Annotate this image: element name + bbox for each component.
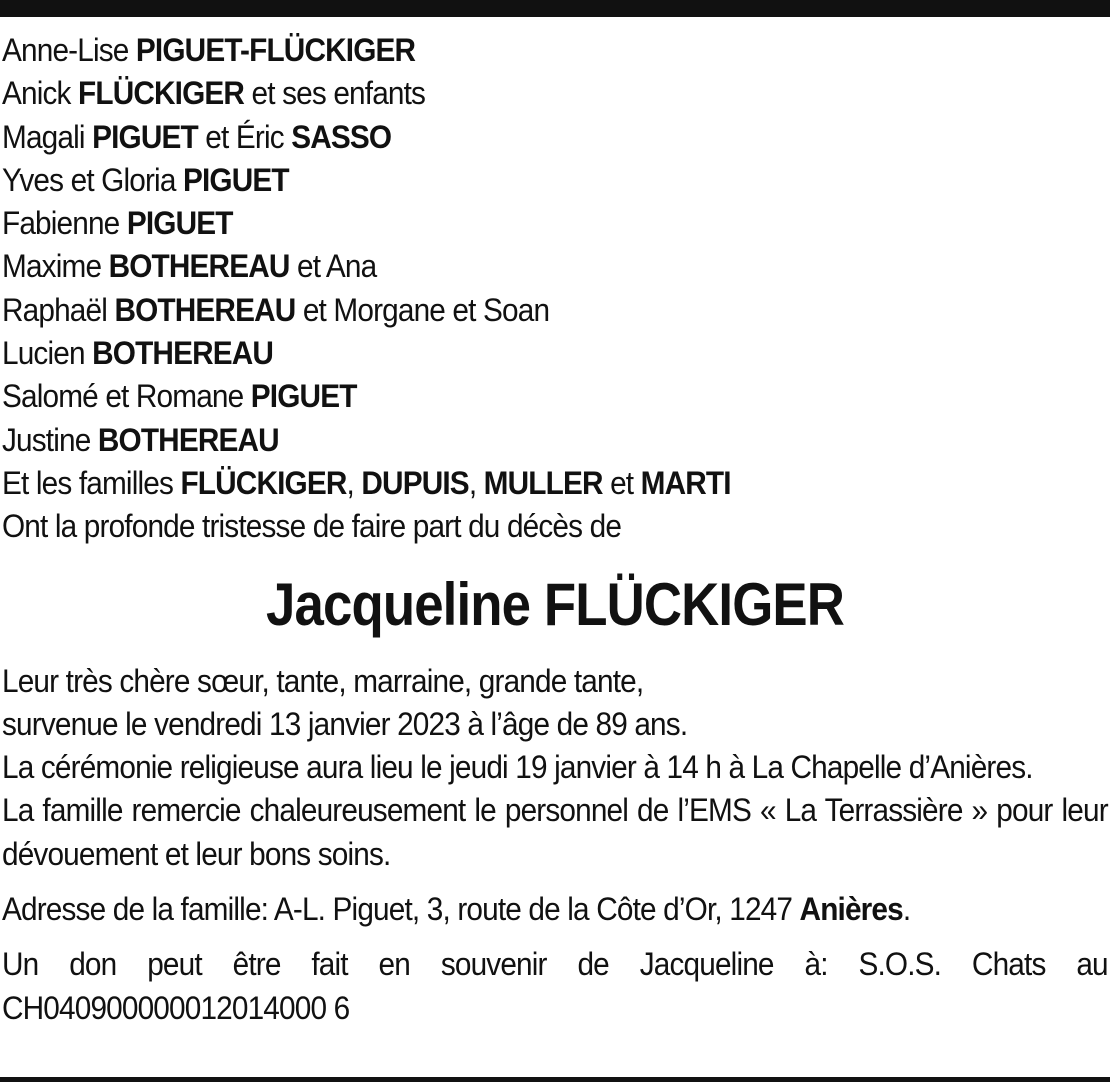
family-last-name: PIGUET-FLÜCKIGER — [135, 32, 416, 68]
family-surname: MARTI — [640, 464, 731, 501]
family-last-name: PIGUET — [250, 378, 357, 415]
family-last-name: PIGUET — [182, 161, 289, 198]
notice-body — [2, 660, 1108, 1030]
family-last-name: BOTHEREAU — [114, 291, 296, 328]
family-line — [2, 245, 1031, 288]
family-rest: et Morgane et Soan — [295, 291, 550, 328]
address-end: . — [902, 891, 911, 928]
family-last-name: PIGUET — [126, 205, 233, 242]
family-line — [2, 289, 1031, 332]
family-rest: et ses enfants — [244, 75, 426, 112]
announcement-line: Ont la profonde tristesse de faire part du décès de — [2, 508, 622, 545]
family-surname: FLÜCKIGER — [180, 464, 347, 501]
relation-line: Leur très chère sœur, tante, marraine, grande tante, — [2, 662, 644, 699]
family-last-name: SASSO — [291, 118, 392, 155]
address-text: Adresse de la famille: A-L. Piguet, 3, route de la Côte d’Or, 1247 — [2, 891, 800, 928]
family-last-name: BOTHEREAU — [92, 335, 274, 372]
relation-line: survenue le vendredi 13 janvier 2023 à l’âge de 89 ans. — [2, 705, 688, 742]
family-last-name: BOTHEREAU — [97, 421, 279, 458]
family-first-name: Justine — [2, 421, 98, 458]
family-address — [2, 888, 1108, 931]
family-last-name: BOTHEREAU — [108, 248, 290, 285]
family-line — [2, 419, 1031, 462]
family-last-name: PIGUET — [92, 118, 198, 155]
donation-paragraph: Un don peut être fait en souvenir de Jacqueline à: S.O.S. Chats au CH040900000012014000 6 — [2, 946, 1108, 1026]
family-first-name: Raphaël — [2, 291, 115, 328]
family-line — [2, 375, 1031, 418]
family-line — [2, 116, 1031, 159]
family-surname: MULLER — [483, 464, 603, 501]
family-list — [2, 29, 1108, 549]
ceremony-paragraph: La cérémonie religieuse aura lieu le jeudi 19 janvier à 14 h à La Chapelle d’Anières. — [2, 749, 1033, 786]
separator: , — [346, 464, 362, 501]
family-rest: et Éric — [197, 118, 292, 155]
family-first-name: Anne-Lise — [2, 32, 136, 68]
address-city: Anières — [799, 891, 903, 928]
family-first-name: Salomé et Romane — [2, 378, 251, 415]
separator: , — [468, 464, 484, 501]
family-last-name: FLÜCKIGER — [78, 75, 245, 112]
separator: et — [602, 464, 641, 501]
family-line — [2, 332, 1031, 375]
family-first-name: Yves et Gloria — [2, 161, 183, 198]
family-first-name: Magali — [2, 118, 93, 155]
family-line — [2, 159, 1031, 202]
family-first-name: Anick — [2, 75, 79, 112]
thanks-paragraph: La famille remercie chaleureusement le personnel de l’EMS « La Terrassière » pour leur dévouement et leur bons soins. — [2, 792, 1108, 872]
family-surname: DUPUIS — [361, 464, 469, 501]
deceased-name: Jacqueline FLÜCKIGER — [266, 570, 844, 638]
family-first-name: Fabienne — [2, 205, 127, 242]
family-line — [2, 72, 1031, 115]
obituary-notice — [2, 29, 1108, 1030]
top-rule — [0, 0, 1110, 17]
family-line — [2, 29, 1031, 72]
bottom-rule — [0, 1077, 1110, 1082]
family-line — [2, 202, 1031, 245]
family-first-name: Lucien — [2, 335, 93, 372]
families-prefix: Et les familles — [2, 464, 181, 501]
families-line — [2, 462, 1031, 505]
family-rest: et Ana — [289, 248, 377, 285]
family-first-name: Maxime — [2, 248, 109, 285]
